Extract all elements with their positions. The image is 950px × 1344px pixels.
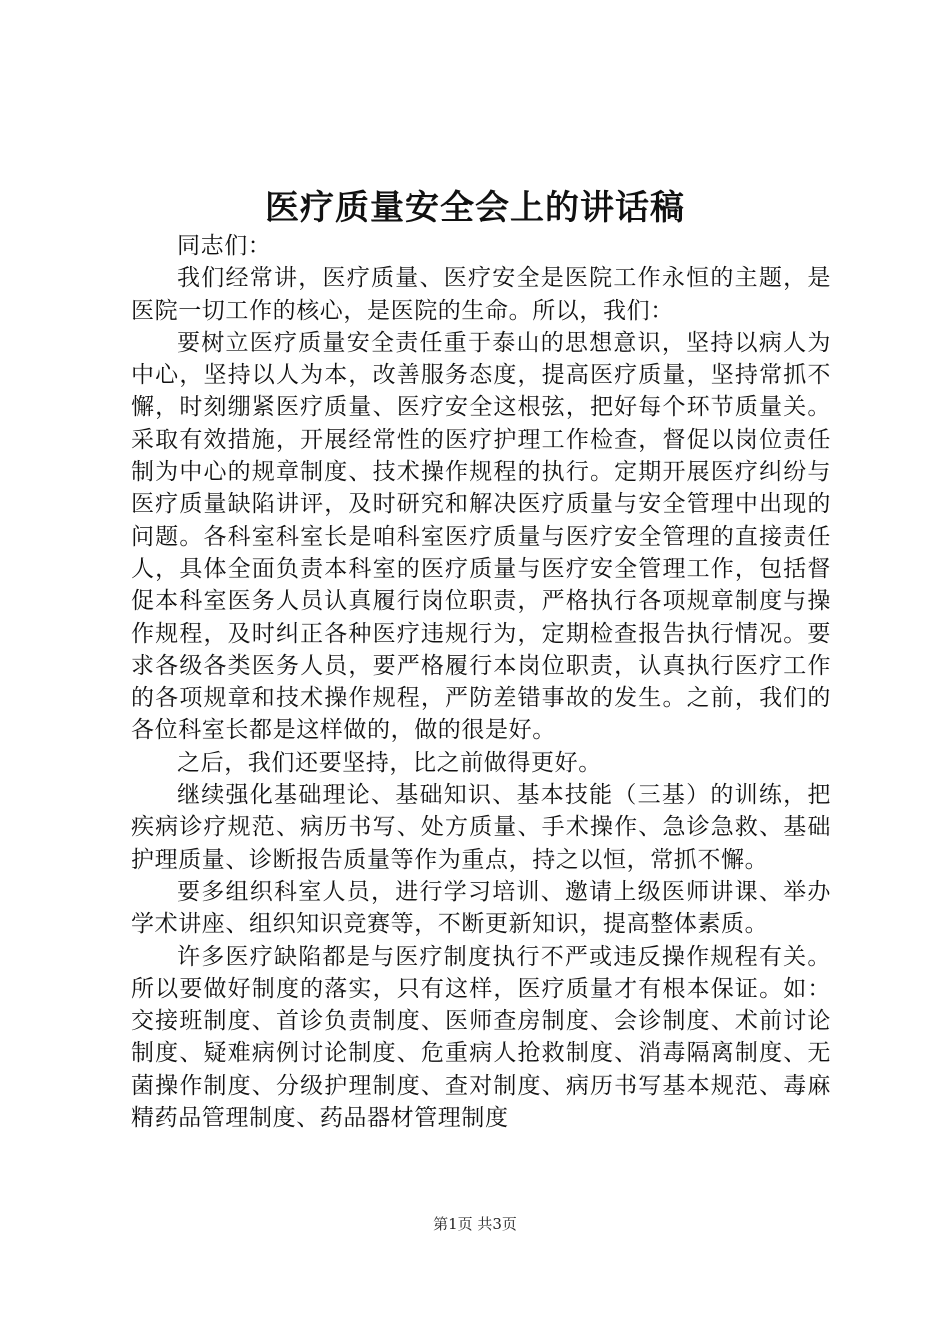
paragraph: 我们经常讲，医疗质量、医疗安全是医院工作永恒的主题，是医院一切工作的核心，是医院的生命。所以，我们： [131,265,831,324]
paragraph: 继续强化基础理论、基础知识、基本技能（三基）的训练，把疾病诊疗规范、病历书写、处方质量、手术操作、急诊急救、基础护理质量、诊断报告质量等作为重点，持之以恒，常抓不懈。 [131,782,831,873]
document-title: 医疗质量安全会上的讲话稿 [265,188,685,228]
paragraph: 之后，我们还要坚持，比之前做得更好。 [177,749,602,776]
page-number-footer: 第1页 共3页 [433,1215,517,1233]
paragraph: 要多组织科室人员，进行学习培训、邀请上级医师讲课、举办学术讲座、组织知识竞赛等，不断更新知识，提高整体素质。 [131,878,831,938]
paragraph: 许多医疗缺陷都是与医疗制度执行不严或违反操作规程有关。所以要做好制度的落实，只有这样，医疗质量才有根本保证。如：交接班制度、首诊负责制度、医师查房制度、会诊制度、术前讨论制度、疑难病例讨论制度、危重病人抢救制度、消毒隔离制度、无菌操作制度、分级护理制度、查对制度、病历书写基本规范、毒麻精药品管理制度、药品器材管理制度 [131,943,831,1132]
paragraph: 要树立医疗质量安全责任重于泰山的思想意识，坚持以病人为中心，坚持以人为本，改善服务态度，提高医疗质量，坚持常抓不懈，时刻绷紧医疗质量、医疗安全这根弦，把好每个环节质量关。采取有效措施，开展经常性的医疗护理工作检查，督促以岗位责任制为中心的规章制度、技术操作规程的执行。定期开展医疗纠纷与医疗质量缺陷讲评，及时研究和解决医疗质量与安全管理中出现的问题。各科室科室长是咱科室医疗质量与医疗安全管理的直接责任人，具体全面负责本科室的医疗质量与医疗安全管理工作，包括督促本科室医务人员认真履行岗位职责，严格执行各项规章制度与操作规程，及时纠正各种医疗违规行为，定期检查报告执行情况。要求各级各类医务人员，要严格履行本岗位职责，认真执行医疗工作的各项规章和技术操作规程，严防差错事故的发生。之前，我们的各位科室长都是这样做的，做的很是好。 [131,329,831,744]
document-body [131,230,831,1134]
paragraph-salutation: 同志们： [177,233,272,259]
